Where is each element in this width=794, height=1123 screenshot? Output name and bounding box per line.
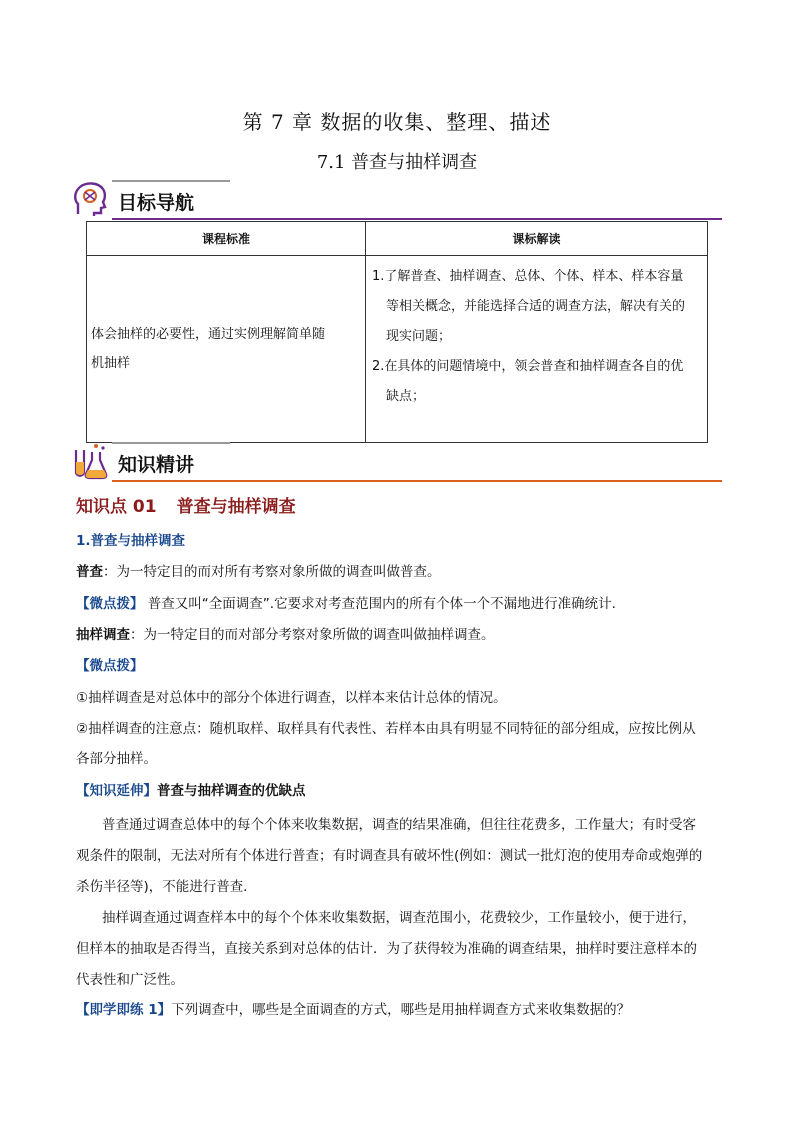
subheading: 1.普查与抽样调查 xyxy=(76,533,186,549)
section-rule xyxy=(112,480,722,482)
point-2 xyxy=(76,715,726,773)
title-deco-line xyxy=(112,442,230,444)
exercise-1 xyxy=(76,996,726,1024)
section-target-nav xyxy=(72,180,722,220)
ext-title: 普查与抽样调查的优缺点 xyxy=(157,783,306,799)
tip-text: 普查又叫“全面调查”.它要求对考查范围内的所有个体一个不漏地进行准确统计. xyxy=(143,596,616,612)
item-number: 2. xyxy=(372,359,385,374)
item-number: 1. xyxy=(372,269,385,284)
sampling-definition xyxy=(76,621,726,649)
interpretation-item xyxy=(372,352,703,412)
text-line: 观条件的限制，无法对所有个体进行普查；有时调查具有破坏性(例如：测试一批灯泡的使用寿命或炮弹的 xyxy=(76,848,703,864)
knowledge-point-heading xyxy=(76,492,296,517)
definition: ：为一特定目的而对部分考察对象所做的调查叫做抽样调查。 xyxy=(130,627,495,643)
brain-head-icon xyxy=(72,180,110,218)
text-line: ②抽样调查的注意点：随机取样、取样具有代表性、若样本由具有明显不同特征的部分组成，应按比例从 xyxy=(76,721,696,737)
text-line: 杀伤半径等)，不能进行普查． xyxy=(76,879,257,895)
extension-heading xyxy=(76,777,726,805)
section-title: 知识精讲 xyxy=(118,454,195,476)
kp-label: 知识点 01 xyxy=(76,497,157,517)
item-line: 现实问题； xyxy=(386,329,452,344)
standard-cell xyxy=(87,256,366,443)
text-line: 普查通过调查总体中的每个个体来收集数据，调查的结果准确，但往往花费多，工作量大；有时受客 xyxy=(102,817,696,833)
interpretation-cell xyxy=(366,256,708,443)
chapter-title: 第 7 章 数据的收集、整理、描述 xyxy=(242,110,552,134)
exercise-text: 下列调查中，哪些是全面调查的方式，哪些是用抽样调查方式来收集数据的？ xyxy=(171,1002,631,1018)
ext-tag: 【知识延伸】 xyxy=(76,783,157,799)
definition: ：为一特定目的而对所有考察对象所做的调查叫做普查。 xyxy=(103,564,441,580)
exercise-tag: 【即学即练 1】 xyxy=(76,1002,172,1018)
section-rule xyxy=(112,218,722,220)
item-line: 缺点； xyxy=(386,389,426,404)
census-definition xyxy=(76,558,726,586)
section-knowledge xyxy=(72,442,722,482)
item-line: 等相关概念，并能选择合适的调查方法，解决有关的 xyxy=(386,299,686,314)
lab-flask-icon xyxy=(72,442,110,480)
text-line: 各部分抽样。 xyxy=(76,751,157,767)
standard-line: 体会抽样的必要性，通过实例理解简单随 xyxy=(91,327,326,342)
curriculum-table xyxy=(86,221,708,443)
text-line: 抽样调查通过调查样本中的每个个体来收集数据，调查范围小，花费较少，工作量较小，便于进行， xyxy=(102,910,696,926)
term: 普查 xyxy=(76,564,103,580)
table-header-interpretation: 课标解读 xyxy=(366,222,708,256)
term: 抽样调查 xyxy=(76,627,130,643)
tip-tag: 【微点拨】 xyxy=(76,596,144,612)
item-line: 在具体的问题情境中，领会普查和抽样调查各自的优 xyxy=(384,359,684,374)
text-line: 但样本的抽取是否得当，直接关系到对总体的估计．为了获得较为准确的调查结果，抽样时要注意样本的 xyxy=(76,941,697,957)
interpretation-item xyxy=(372,262,703,352)
table-header-standard: 课程标准 xyxy=(87,222,366,256)
item-line: 了解普查、抽样调查、总体、个体、样本、样本容量 xyxy=(384,269,684,284)
standard-line: 机抽样 xyxy=(91,356,131,371)
point-1: ①抽样调查是对总体中的部分个体进行调查，以样本来估计总体的情况。 xyxy=(76,690,507,706)
paragraph-census xyxy=(76,810,726,903)
paragraph-sampling xyxy=(76,903,726,996)
text-line: 代表性和广泛性。 xyxy=(76,972,184,988)
kp-title: 普查与抽样调查 xyxy=(176,497,296,517)
tip-2-tag: 【微点拨】 xyxy=(76,658,144,674)
title-deco-line xyxy=(112,180,230,182)
section-title: 目标导航 xyxy=(118,192,195,214)
lesson-title: 7.1 普查与抽样调查 xyxy=(316,152,478,173)
tip-1 xyxy=(76,590,726,618)
